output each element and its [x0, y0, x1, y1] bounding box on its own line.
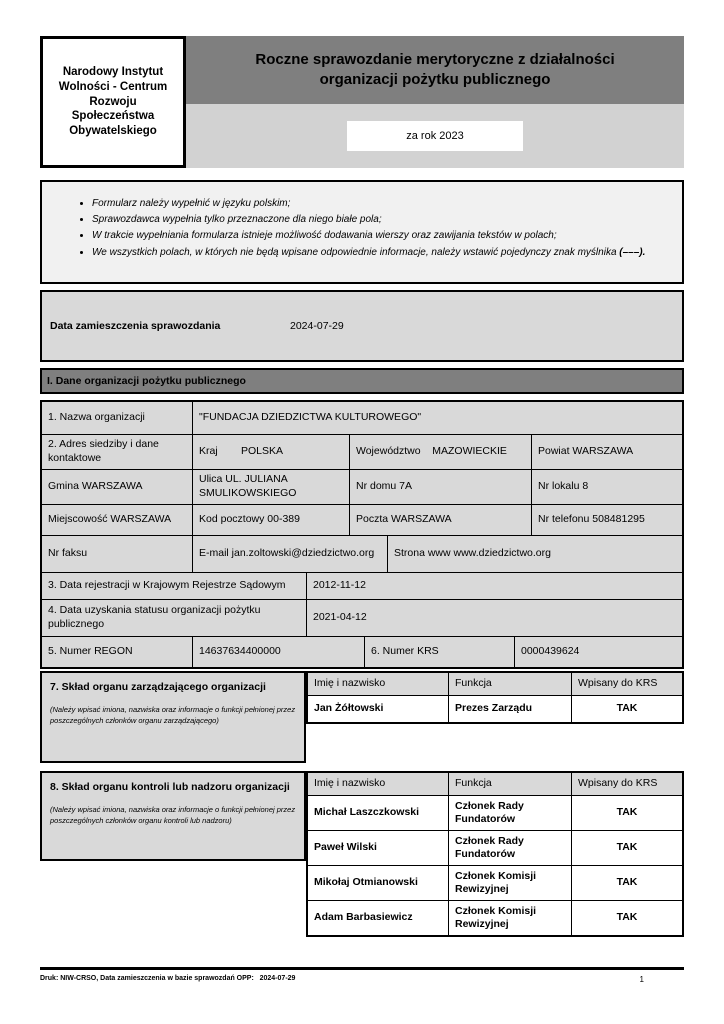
table-row [42, 402, 682, 434]
instructions-box [40, 180, 684, 284]
member-krs-status: TAK [572, 796, 682, 830]
member-name: Mikołaj Otmianowski [308, 866, 448, 900]
instruction-item: • W trakcie wypełniania formularza istnieje możliwość dodawania wierszy oraz zawijania tekstów w polach; [92, 228, 662, 244]
field-nazwa-value: "FUNDACJA DZIEDZICTWA KULTUROWEGO" [193, 402, 682, 434]
footer-print-info: Druk: NIW-CRSO, Data zamieszczenia w bazie sprawozdań OPP: 2024-07-29 [40, 975, 296, 982]
member-name: Michał Laszczkowski [308, 796, 448, 830]
management-board-note: (Należy wpisać imiona, nazwiska oraz informacje o funkcji pełnionej przez poszczególnych członków organu zarządzającego) [50, 704, 296, 725]
table-row [308, 796, 682, 830]
field-regon-label: 5. Numer REGON [42, 637, 192, 667]
management-board-section [40, 671, 684, 763]
header-right [186, 36, 684, 168]
field-telefon: Nr telefonu 508481295 [532, 505, 682, 535]
member-name: Jan Żółtowski [308, 696, 448, 722]
instruction-item [92, 245, 662, 261]
member-function: Prezes Zarządu [449, 696, 571, 722]
field-kraj: Kraj POLSKA [193, 435, 349, 469]
field-adres-label: 2. Adres siedziby i dane kontaktowe [42, 435, 192, 469]
table-row [308, 696, 682, 722]
table-row [42, 435, 682, 469]
column-header-function: Funkcja [449, 673, 571, 695]
field-regon-value: 14637634400000 [193, 637, 364, 667]
member-name: Adam Barbasiewicz [308, 901, 448, 935]
report-year: za rok 2023 [347, 121, 523, 151]
field-gmina: Gmina WARSZAWA [42, 470, 192, 504]
table-row [308, 831, 682, 865]
report-title: Roczne sprawozdanie merytoryczne z działalności organizacji pożytku publicznego [186, 36, 684, 104]
organization-info-table [40, 400, 684, 669]
member-function: Członek Rady Fundatorów [449, 831, 571, 865]
instructions-list [92, 196, 662, 261]
field-nr-domu: Nr domu 7A [350, 470, 531, 504]
column-header-function: Funkcja [449, 773, 571, 795]
table-row [308, 866, 682, 900]
field-rejestracja-label: 3. Data rejestracji w Krajowym Rejestrze Sądowym [42, 573, 306, 599]
field-krs-label: 6. Numer KRS [365, 637, 514, 667]
column-header-name: Imię i nazwisko [308, 673, 448, 695]
member-function: Członek Rady Fundatorów [449, 796, 571, 830]
column-header-krs: Wpisany do KRS [572, 773, 682, 795]
report-header [40, 36, 684, 168]
supervisory-body-table [306, 771, 684, 937]
management-board-label-cell [40, 671, 306, 763]
field-nazwa-label: 1. Nazwa organizacji [42, 402, 192, 434]
table-header-row [308, 673, 682, 695]
table-row [42, 637, 682, 667]
member-name: Paweł Wilski [308, 831, 448, 865]
year-band [186, 104, 684, 168]
field-rejestracja-value: 2012-11-12 [307, 573, 682, 599]
member-krs-status: TAK [572, 696, 682, 722]
field-status-label: 4. Data uzyskania statusu organizacji pożytku publicznego [42, 600, 306, 636]
management-board-table [306, 671, 684, 724]
member-krs-status: TAK [572, 831, 682, 865]
table-row [308, 901, 682, 935]
table-row [42, 536, 682, 572]
management-board-title: 7. Skład organu zarządzającego organizacji [50, 681, 266, 693]
field-miejscowosc: Miejscowość WARSZAWA [42, 505, 192, 535]
supervisory-body-label-cell [40, 771, 306, 861]
publication-date-label: Data zamieszczenia sprawozdania [50, 320, 221, 332]
field-poczta: Poczta WARSZAWA [350, 505, 531, 535]
member-krs-status: TAK [572, 866, 682, 900]
field-status-value: 2021-04-12 [307, 600, 682, 636]
supervisory-body-note: (Należy wpisać imiona, nazwiska oraz informacje o funkcji pełnionej przez poszczególnych członków organu kontroli lub nadzoru) [50, 804, 296, 825]
table-row [42, 505, 682, 535]
page-number: 1 [639, 975, 644, 984]
supervisory-body-title: 8. Skład organu kontroli lub nadzoru organizacji [50, 781, 290, 793]
field-ulica: Ulica UL. JULIANA SMULIKOWSKIEGO [193, 470, 349, 504]
member-krs-status: TAK [572, 901, 682, 935]
field-krs-value: 0000439624 [515, 637, 682, 667]
member-function: Członek Komisji Rewizyjnej [449, 901, 571, 935]
instruction-item: • Formularz należy wypełnić w języku polskim; [92, 196, 662, 212]
publication-date-row [40, 290, 684, 362]
page-footer [40, 967, 684, 984]
dash-symbol: (–––). [619, 246, 646, 258]
column-header-krs: Wpisany do KRS [572, 673, 682, 695]
niw-logo-text: Narodowy Instytut Wolności - Centrum Rozwoju Społeczeństwa Obywatelskiego [58, 65, 168, 138]
table-row [42, 470, 682, 504]
field-email: E-mail jan.zoltowski@dziedzictwo.org [193, 536, 387, 572]
field-faks: Nr faksu [42, 536, 192, 572]
table-row [42, 600, 682, 636]
field-nr-lokalu: Nr lokalu 8 [532, 470, 682, 504]
field-kod-pocztowy: Kod pocztowy 00-389 [193, 505, 349, 535]
table-row [42, 573, 682, 599]
member-function: Członek Komisji Rewizyjnej [449, 866, 571, 900]
field-wojewodztwo: Województwo MAZOWIECKIE [350, 435, 531, 469]
instruction-item: • Sprawozdawca wypełnia tylko przeznaczone dla niego białe pola; [92, 212, 662, 228]
section-1-header: I. Dane organizacji pożytku publicznego [40, 368, 684, 394]
niw-logo [40, 36, 186, 168]
publication-date-value: 2024-07-29 [290, 320, 344, 332]
field-strona: Strona www www.dziedzictwo.org [388, 536, 682, 572]
field-powiat: Powiat WARSZAWA [532, 435, 682, 469]
supervisory-body-section [40, 771, 684, 937]
column-header-name: Imię i nazwisko [308, 773, 448, 795]
table-header-row [308, 773, 682, 795]
instruction-text: We wszystkich polach, w których nie będą wpisane odpowiednie informacje, należy wstawić pojedynczy znak myślnika [92, 246, 620, 258]
